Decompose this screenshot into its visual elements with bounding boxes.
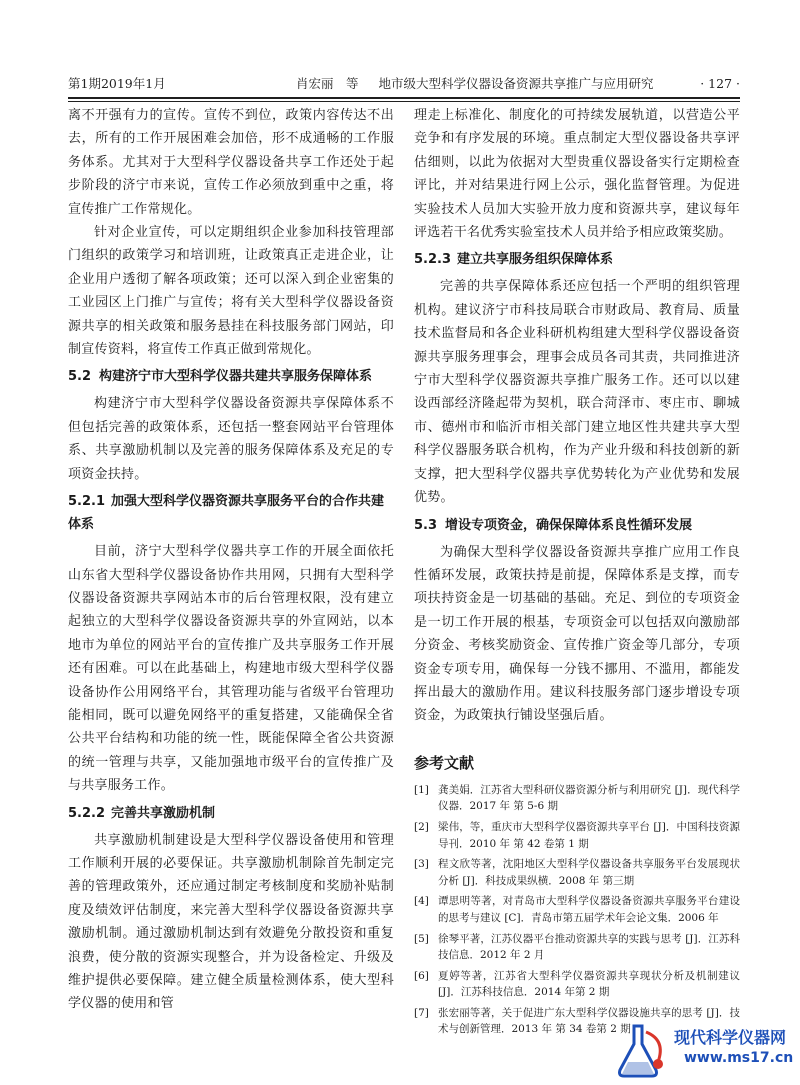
paragraph: 理走上标准化、制度化的可持续发展轨道，以营造公平竞争和有序发展的环境。重点制定大型仪器设备共享评估细则，以此为依据对大型贵重仪器设备实行定期检查评比，并对结果进行网上公示，强化监督管理。为促进实验技术人员加大实验开放力度和资源共享，建议每年评选若干名优秀实验室技术人员并给予相应政策奖励。 — [414, 108, 740, 241]
reference-item — [414, 893, 740, 926]
section-number: 5.2.3 — [414, 252, 452, 268]
paragraph: 共享激励机制建设是大型科学仪器设备使用和管理工作顺利开展的必要保证。共享激励机制除首先制定完善的管理政策外，还应通过制定考核制度和奖励补贴制度及绩效评估制度，来完善大型科学仪器设备资源共享激励机制。通过激励机制达到有效避免分散投资和重复浪费，使分散的资源实现整合，并为设备检定、升级及维护提供必要保障。建立健全质量检测体系，使大型科学仪器的使用和管 — [68, 832, 394, 1012]
header-authors: 肖宏丽 等 — [296, 76, 359, 91]
reference-item — [414, 819, 740, 852]
reference-text: 梁伟，等，重庆市大型科学仪器资源共享平台 [J]．中国科技资源导刊．2010 年 第 42 卷第 1 期 — [438, 820, 740, 850]
reference-number: [3] — [414, 858, 429, 871]
section-heading-5-2-3 — [414, 248, 740, 271]
header-title — [296, 74, 654, 94]
watermark-site-name: 现代科学仪器网 — [674, 1028, 787, 1047]
reference-number: [4] — [414, 895, 429, 908]
running-header — [68, 74, 740, 94]
reference-number: [6] — [414, 969, 429, 982]
references-heading: 参考文献 — [414, 753, 475, 772]
paragraph: 完善的共享保障体系还应包括一个严明的组织管理机构。建议济宁市科技局联合市财政局、教育局、质量技术监督局和各企业科研机构组建大型科学仪器设备资源共享服务理事会，理事会成员各司其责，共同推进济宁市大型科学仪器资源共享推广服务工作。还可以以建设西部经济隆起带为契机，联合菏泽市、枣庄市、聊城市、德州市和临沂市相关部门建立地区性共建共享大型科学仪器服务联合机构，作为产业升级和科技创新的新支撑，把大型科学仪器共享优势转化为产业优势和发展优势。 — [414, 279, 740, 506]
section-heading-5-3 — [414, 514, 740, 537]
watermark-url: www.ms17.cn — [684, 1050, 794, 1066]
left-column — [68, 104, 394, 1016]
reference-text: 徐琴平著，江苏仪器平台推动资源共享的实践与思考 [J]．江苏科技信息．2012 年 2 月 — [438, 932, 740, 962]
reference-number: [1] — [414, 783, 429, 796]
reference-text: 谭思明等著，对青岛市大型科学仪器设备资源共享服务平台建设的思考与建议 [C]．青岛市第五届学术年会论文集．2006 年 — [438, 895, 740, 924]
paragraph: 构建济宁市大型科学仪器设备资源共享保障体系不但包括完善的政策体系，还包括一整套网站平台管理体系、共享激励机制以及完善的服务保障体系及充足的专项资金扶持。 — [68, 396, 394, 482]
header-rule-thin — [68, 101, 740, 102]
header-rule-thick — [68, 97, 740, 99]
section-number: 5.3 — [414, 517, 438, 533]
paragraph: 针对企业宣传，可以定期组织企业参加科技管理部门组织的政策学习和培训班，让政策真正走进企业，让企业用户透彻了解各项政策；还可以深入到企业密集的工业园区上门推广与宣传；将有关大型科学仪器设备资源共享的相关政策和服务悬挂在科技服务部门网站，印制宣传资料，将宣传工作真正做到常规化。 — [68, 225, 394, 358]
reference-text: 程文欣等著，沈阳地区大型科学仪器设备共享服务平台发展现状分析 [J]．科技成果纵横．2008 年 第三期 — [438, 858, 740, 887]
reference-item — [414, 782, 740, 815]
section-heading-5-2-1 — [68, 490, 394, 536]
section-title: 完善共享激励机制 — [111, 805, 216, 821]
section-title: 加强大型科学仪器资源共享服务平台的合作共建体系 — [68, 494, 385, 533]
reference-item — [414, 931, 740, 964]
section-title: 构建济宁市大型科学仪器共建共享服务保障体系 — [99, 369, 373, 385]
paragraph: 离不开强有力的宣传。宣传不到位，政策内容传达不出去，所有的工作开展困难会加倍，形不成通畅的工作服务体系。尤其对于大型科学仪器设备共享工作还处于起步阶段的济宁市来说，宣传工作必须放到重中之重，将宣传推广工作常规化。 — [68, 108, 394, 217]
reference-number: [2] — [414, 820, 429, 833]
section-number: 5.2 — [68, 369, 92, 385]
flask-logo-icon — [612, 1020, 672, 1080]
section-heading-5-2-2 — [68, 802, 394, 825]
page-number: · 127 · — [700, 76, 740, 91]
paragraph: 目前，济宁大型科学仪器共享工作的开展全面依托山东省大型科学仪器设备协作共用网，只拥有大型科学仪器设备资源共享网站本市的后台管理权限，没有建立起独立的大型科学仪器设备资源共享的外宣网站，以本地市为单位的网站平台的宣传推广及共享服务工作开展还有困难。可以在此基础上，构建地市级大型科学仪器设备协作公用网络平台，其管理功能与省级平台管理功能相同，既可以避免网络平的重复搭建，又能确保全省公共平台结构和功能的统一性，既能保障全省公共资源的统一管理与共享，又能加强地市级平台的宣传推广及与共享服务工作。 — [68, 544, 394, 794]
reference-text: 夏婷等著，江苏省大型科学仪器资源共享现状分析及机制建议 [J]．江苏科技信息．2014 年第 2 期 — [438, 969, 740, 999]
issue-info: 第1期2019年1月 — [68, 76, 166, 91]
section-number: 5.2.1 — [68, 494, 106, 510]
section-number: 5.2.2 — [68, 805, 106, 821]
reference-number: [7] — [414, 1006, 429, 1019]
reference-number: [5] — [414, 932, 429, 945]
right-column — [414, 104, 740, 1042]
section-title: 增设专项资金，确保保障体系良性循环发展 — [445, 517, 693, 533]
header-article-title: 地市级大型科学仪器设备资源共享推广与应用研究 — [378, 76, 654, 91]
paragraph: 为确保大型科学仪器设备资源共享推广应用工作良性循环发展，政策扶持是前提，保障体系是支撑，而专项扶持资金是一切基础的基础。充足、到位的专项资金是一切工作开展的根基，专项资金可以包括双向激励部分资金、考核奖励资金、宣传推广资金等几部分，专项资金专项专用，确保每一分钱不挪用、不滥用，都能发挥出最大的激励作用。建议科技服务部门逐步增设专项资金，为政策执行铺设坚强后盾。 — [414, 544, 740, 724]
site-watermark — [612, 1020, 792, 1080]
reference-text: 龚美娟．江苏省大型科研仪器资源分析与利用研究 [J]．现代科学仪器．2017 年 第 5-6 期 — [438, 783, 740, 813]
reference-text: 张宏丽等著，关于促进广东大型科学仪器设施共享的思考 [J]．技术与创新管理．2013 年 第 34 卷第 2 期 — [438, 1006, 740, 1036]
reference-item — [414, 856, 740, 889]
reference-list — [414, 782, 740, 1038]
section-heading-5-2 — [68, 365, 394, 388]
reference-item — [414, 968, 740, 1001]
section-title: 建立共享服务组织保障体系 — [457, 252, 614, 268]
